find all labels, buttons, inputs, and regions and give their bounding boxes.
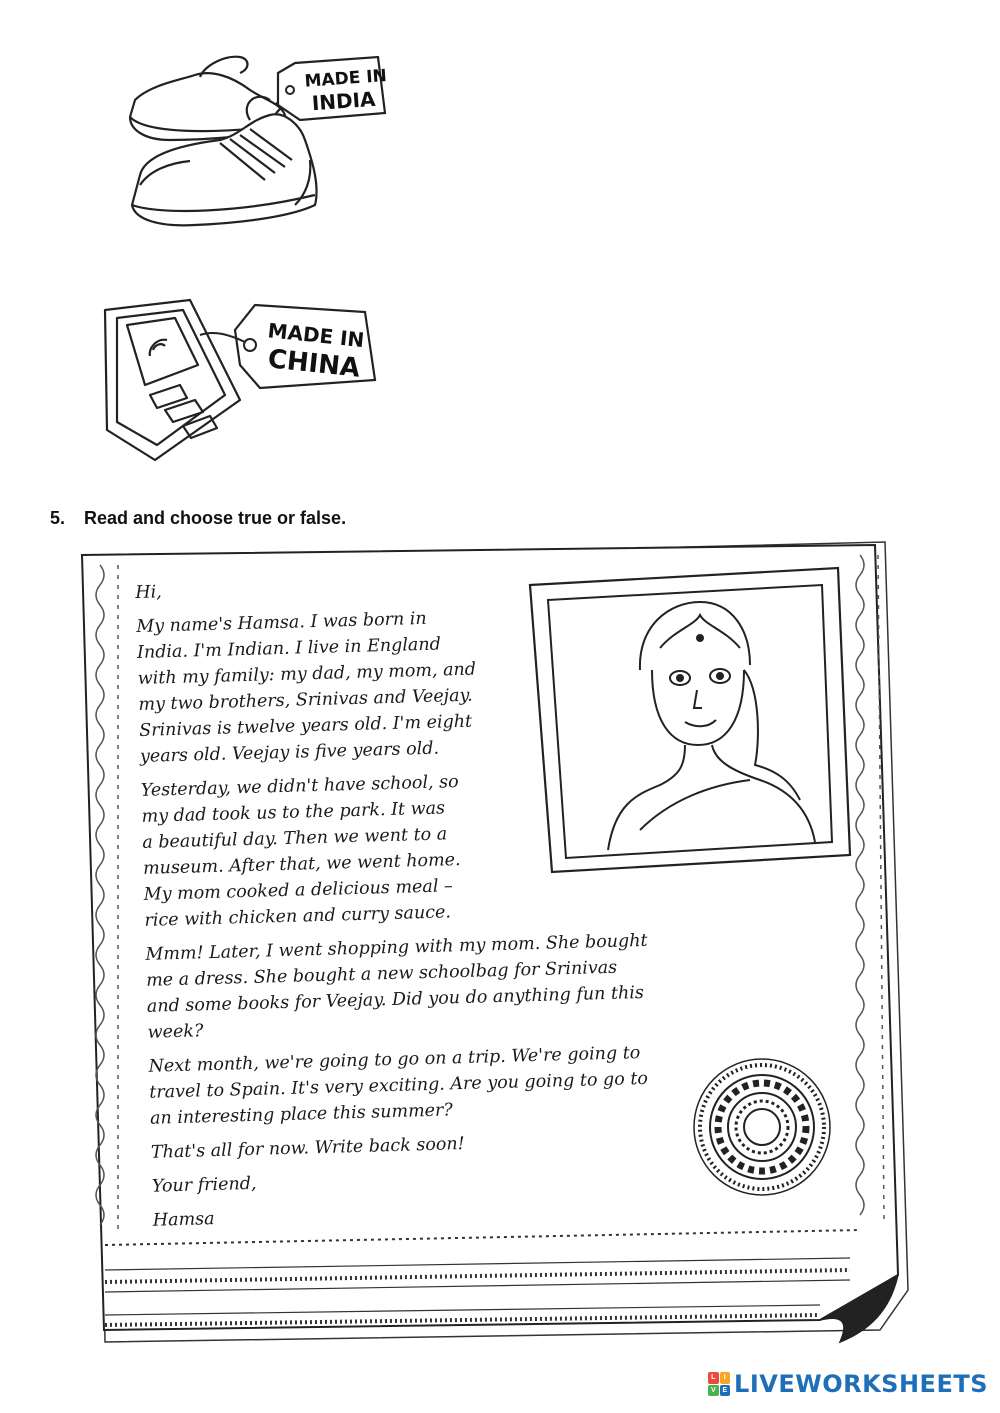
letter-signature: Hamsa xyxy=(152,1209,215,1231)
mark-letter-v: V xyxy=(708,1385,719,1397)
letter-paragraph-3: Mmm! Later, I went shopping with my mom. She bought me a dress. She bought a new schoolbag for Srinivas and some books for Veejay. Did you do anything fun this week? xyxy=(145,930,648,1043)
letter-paragraph-2: Yesterday, we didn't have school, so my dad took us to the park. It was a beautiful day. Then we went to a museum. After that, we went home. My mom cooked a delicious meal – rice with chicken and curry sauce. xyxy=(140,772,461,931)
question-text: Read and choose true or false. xyxy=(84,508,347,528)
phone-illustration xyxy=(95,290,395,465)
letter-paragraph-1: My name's Hamsa. I was born in India. I'm Indian. I live in England with my family: my dad, my mom, and my two brothers, Srinivas and Veejay. Srinivas is twelve years old. I'm eight years old. Veejay is five years old. xyxy=(136,608,477,767)
letter-greeting: Hi, xyxy=(135,582,163,603)
shoe-tag-line2: INDIA xyxy=(310,86,377,116)
mark-letter-e: E xyxy=(720,1385,731,1397)
phone-tag-line1: MADE IN xyxy=(266,318,366,353)
letter-text xyxy=(135,564,743,1242)
letter-paragraph-4: Next month, we're going to go on a trip. We're going to travel to Spain. It's very exciting. Are you going to go to an interesting place this summer? xyxy=(148,1043,649,1129)
question-heading xyxy=(50,508,346,529)
letter-paragraph-5: That's all for now. Write back soon! xyxy=(150,1134,465,1163)
letter-closing: Your friend, xyxy=(151,1173,257,1197)
made-in-india-tag xyxy=(278,57,387,120)
phone-tag-line2: CHINA xyxy=(266,344,362,384)
question-number: 5. xyxy=(50,508,66,528)
shoe-illustration xyxy=(100,45,400,245)
liveworksheets-logo xyxy=(708,1369,988,1399)
shoe-tag-line1: MADE IN xyxy=(304,66,388,92)
liveworksheets-brand-text: LIVEWORKSHEETS xyxy=(734,1370,988,1398)
liveworksheets-mark-icon xyxy=(708,1372,730,1396)
mark-letter-i: I xyxy=(720,1372,731,1384)
mark-letter-l: L xyxy=(708,1372,719,1384)
